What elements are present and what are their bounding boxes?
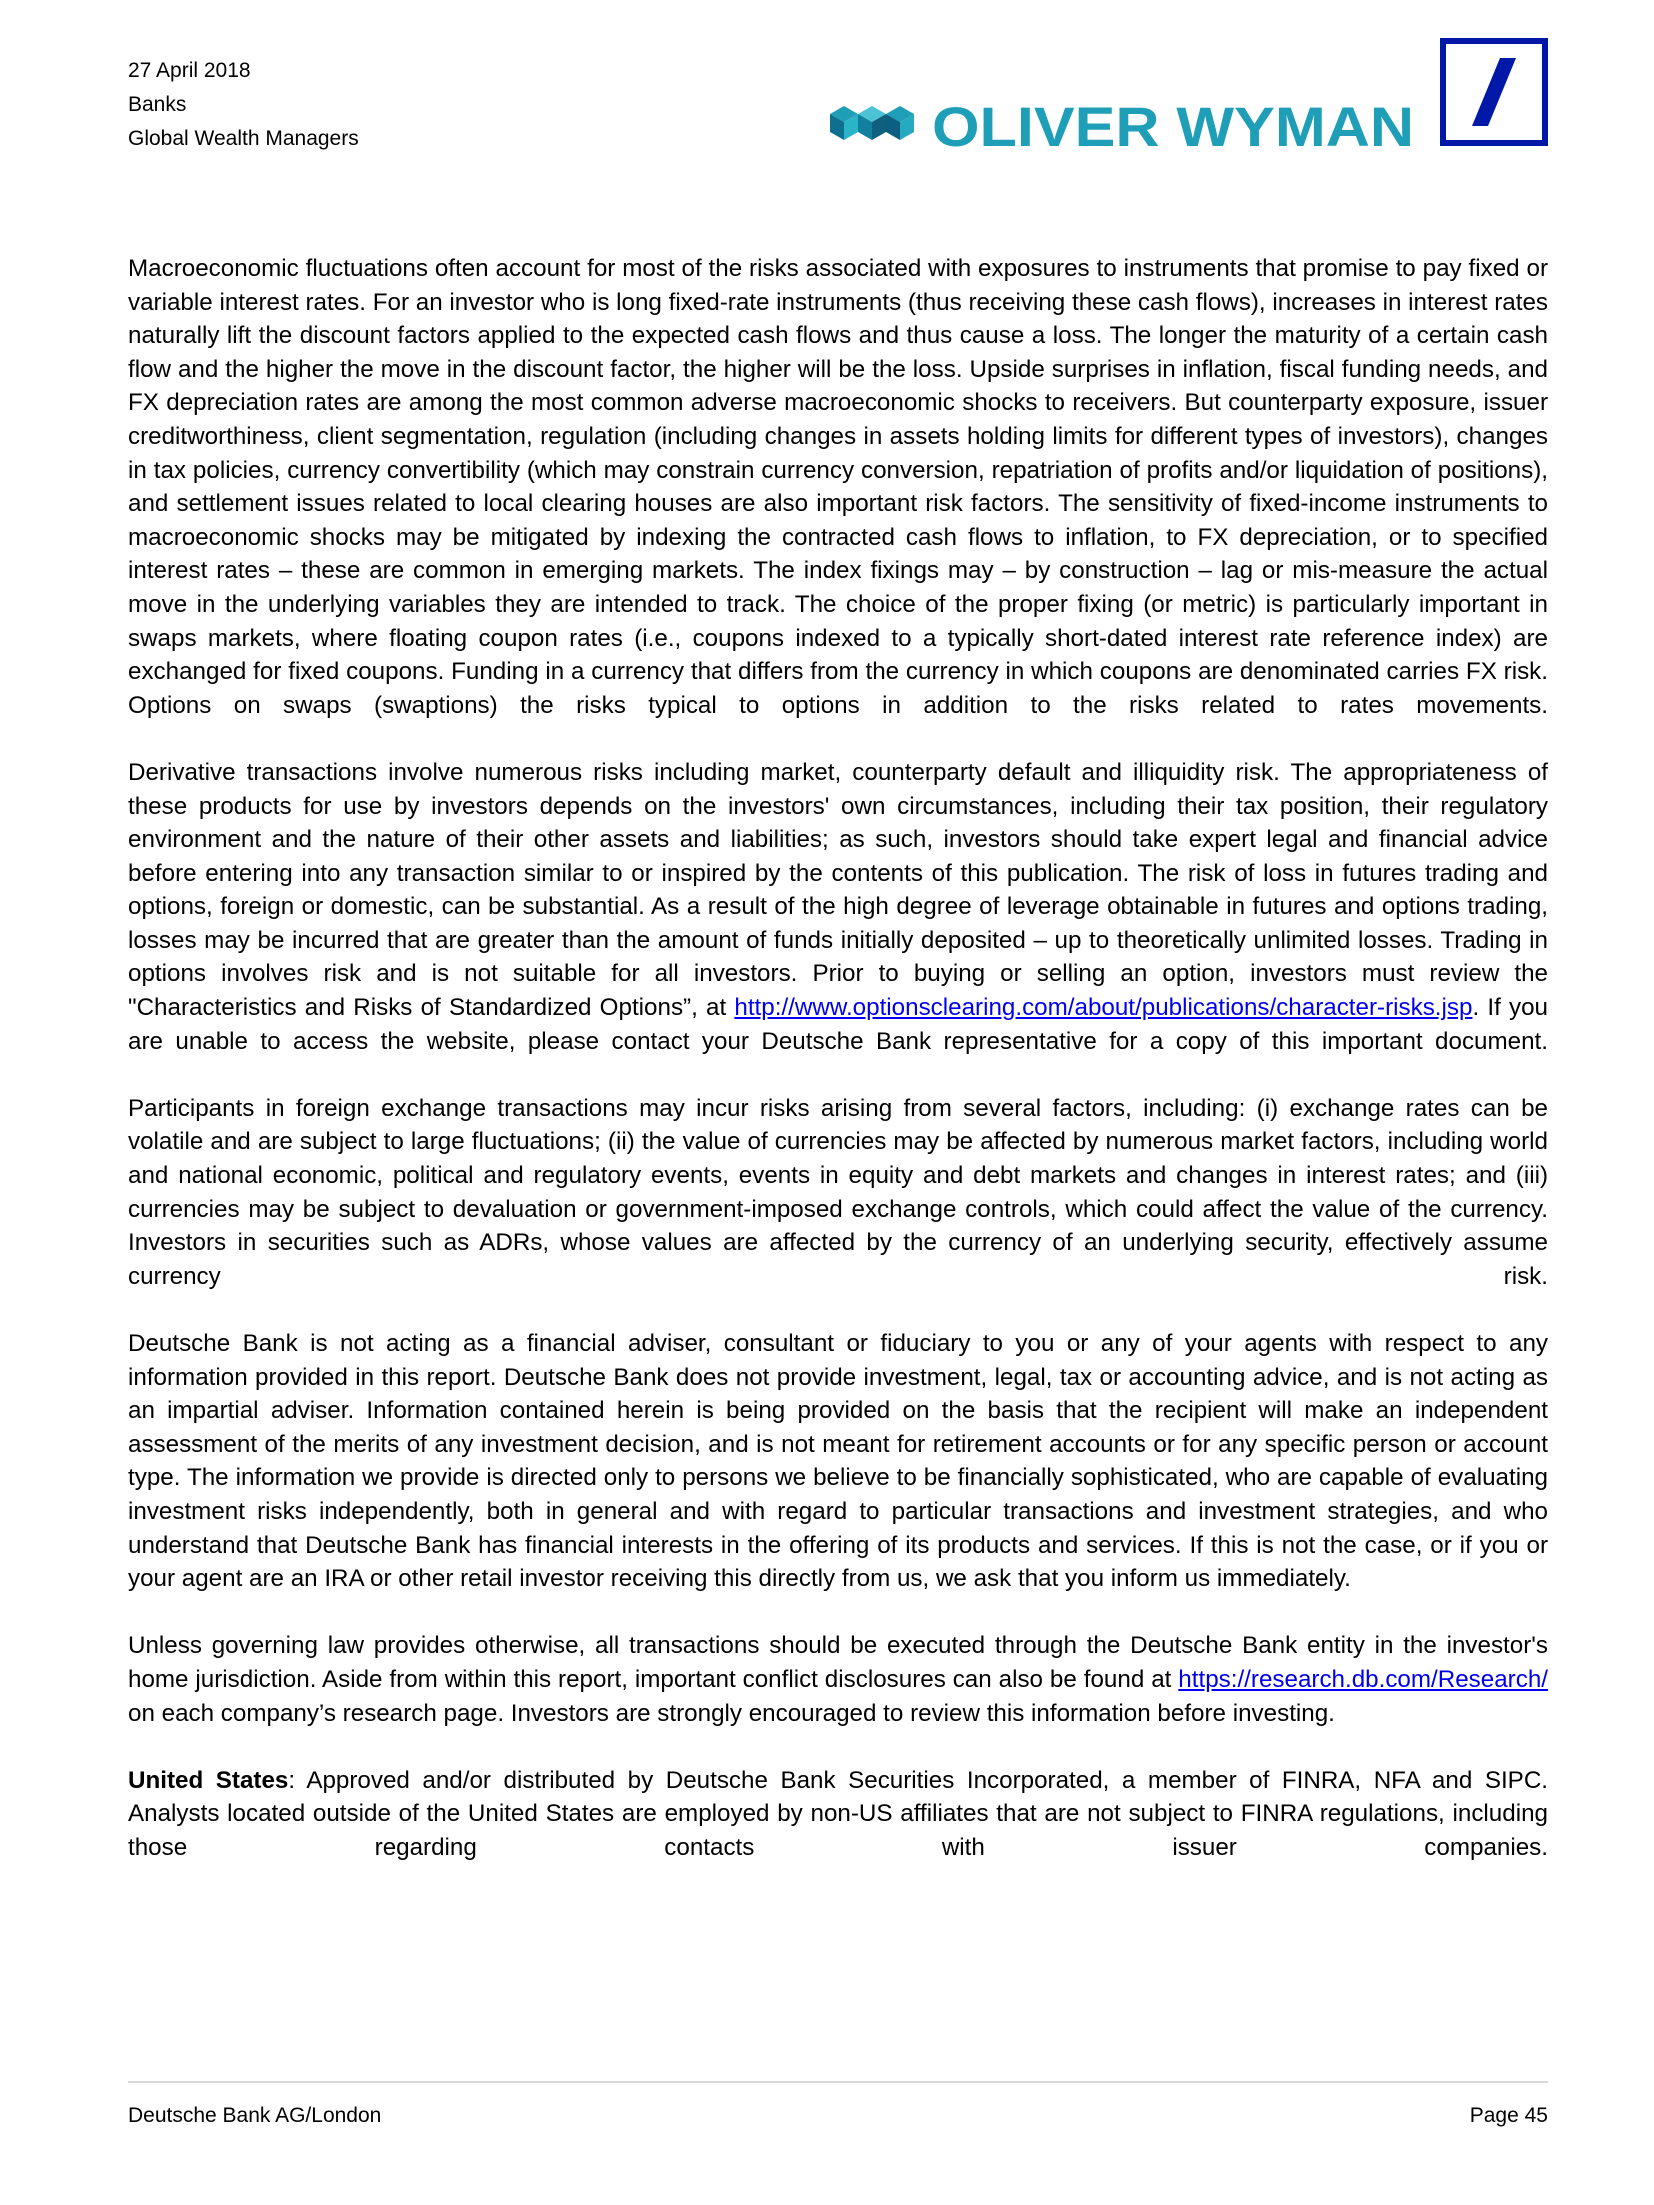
deutsche-bank-logo <box>1440 38 1548 146</box>
paragraph-not-adviser: Deutsche Bank is not acting as a financial adviser, consultant or fiduciary to you or any of your agents with respect to any information provided in this report. Deutsche Bank does not provide investment, legal, tax or accounting advice, and is not acting as an impartial adviser. Information contained herein is being provided on the basis that the recipient will make an independent assessment of the merits of any investment decision, and is not meant for retirement accounts or for any specific person or account type. The information we provide is directed only to persons we believe to be financially sophisticated, who are capable of evaluating investment risks independently, both in general and with regard to particular transactions and investment strategies, and who understand that Deutsche Bank has financial interests in the offering of its products and services. If this is not the case, or if you or your agent are an IRA or other retail investor receiving this directly from us, we ask that you inform us immediately. <box>128 1330 1548 1593</box>
paragraph-governing-law <box>128 1629 1548 1730</box>
united-states-heading: United States <box>128 1766 289 1794</box>
document-header <box>128 54 359 156</box>
paragraph-governing-law-text: Unless governing law provides otherwise, all transactions should be executed through the Deutsche Bank entity in the investor's home jurisdiction. Aside from within this report, important conflict disclosures can also be found at <box>128 1632 1548 1693</box>
footer-entity: Deutsche Bank AG/London <box>128 2104 382 2127</box>
db-research-link[interactable]: https://research.db.com/Research/ <box>1178 1665 1548 1693</box>
paragraph-macroeconomic-risk: Macroeconomic fluctuations often account for most of the risks associated with exposures to instruments that promise to pay fixed or variable interest rates. For an investor who is long fixed-rate instruments (thus receiving these cash flows), increases in interest rates naturally lift the discount factors applied to the expected cash flows and thus cause a loss. The longer the maturity of a certain cash flow and the higher the move in the discount factor, the higher will be the loss. Upside surprises in inflation, fiscal funding needs, and FX depreciation rates are among the most common adverse macroeconomic shocks to receivers. But counterparty exposure, issuer creditworthiness, client segmentation, regulation (including changes in assets holding limits for different types of investors), changes in tax policies, currency convertibility (which may constrain currency conversion, repatriation of profits and/or liquidation of positions), and settlement issues related to local clearing houses are also important risk factors. The sensitivity of fixed-income instruments to macroeconomic shocks may be mitigated by indexing the contracted cash flows to inflation, to FX depreciation, or to specified interest rates – these are common in emerging markets. The index fixings may – by construction – lag or mis-measure the actual move in the underlying variables they are intended to track. The choice of the proper fixing (or metric) is particularly important in swaps markets, where floating coupon rates (i.e., coupons indexed to a typically short-dated interest rate reference index) are exchanged for fixed coupons. Funding in a currency that differs from the currency in which coupons are denominated carries FX risk. Options on swaps (swaptions) the risks typical to options in addition to the risks related to rates movements. <box>128 255 1548 719</box>
options-clearing-link[interactable]: http://www.optionsclearing.com/about/publications/character-risks.jsp <box>734 994 1473 1022</box>
report-title: Global Wealth Managers <box>128 127 359 150</box>
oliver-wyman-logo <box>828 96 1418 160</box>
report-sector: Banks <box>128 93 187 116</box>
deutsche-bank-slash-icon <box>1472 58 1516 126</box>
oliver-wyman-mark-icon <box>830 106 914 140</box>
report-date: 27 April 2018 <box>128 59 251 82</box>
paragraph-governing-law-tail: on each company’s research page. Investors are strongly encouraged to review this information before investing. <box>128 1699 1335 1727</box>
paragraph-derivative-text: Derivative transactions involve numerous risks including market, counterparty default and illiquidity risk. The appropriateness of these products for use by investors depends on the investors' own circumstances, including their tax position, their regulatory environment and the nature of their other assets and liabilities; as such, investors should take expert legal and financial advice before entering into any transaction similar to or inspired by the contents of this publication. The risk of loss in futures trading and options, foreign or domestic, can be substantial. As a result of the high degree of leverage obtainable in futures and options trading, losses may be incurred that are greater than the amount of funds initially deposited – up to theoretically unlimited losses. Trading in options involves risk and is not suitable for all investors. Prior to buying or selling an option, investors must review the "Characteristics and Risks of Standardized Options”, at <box>128 758 1548 1022</box>
paragraph-fx-risk: Participants in foreign exchange transactions may incur risks arising from several factors, including: (i) exchange rates can be volatile and are subject to large fluctuations; (ii) the value of currencies may be affected by numerous market factors, including world and national economic, political and regulatory events, events in equity and debt markets and changes in interest rates; and (iii) currencies may be subject to devaluation or government-imposed exchange controls, which could affect the value of the currency. Investors in securities such as ADRs, whose values are affected by the currency of an underlying security, effectively assume currency risk. <box>128 1094 1548 1290</box>
page-number: Page 45 <box>1469 2104 1548 2127</box>
paragraph-united-states <box>128 1764 1548 1865</box>
disclosure-body <box>128 252 1548 1898</box>
oliver-wyman-wordmark: OLIVER WYMAN <box>932 96 1414 158</box>
footer-divider <box>128 2081 1548 2083</box>
paragraph-derivative-risk <box>128 756 1548 1058</box>
united-states-text: : Approved and/or distributed by Deutsche Bank Securities Incorporated, a member of FINRA, NFA and SIPC. Analysts located outside of the United States are employed by non-US affiliates that are not subject to FINRA regulations, including those regarding contacts with issuer companies. <box>128 1766 1549 1861</box>
paragraph-derivative-tail: . If you are unable to access the website, please contact your Deutsche Bank representative for a copy of this important document. <box>128 994 1548 1055</box>
